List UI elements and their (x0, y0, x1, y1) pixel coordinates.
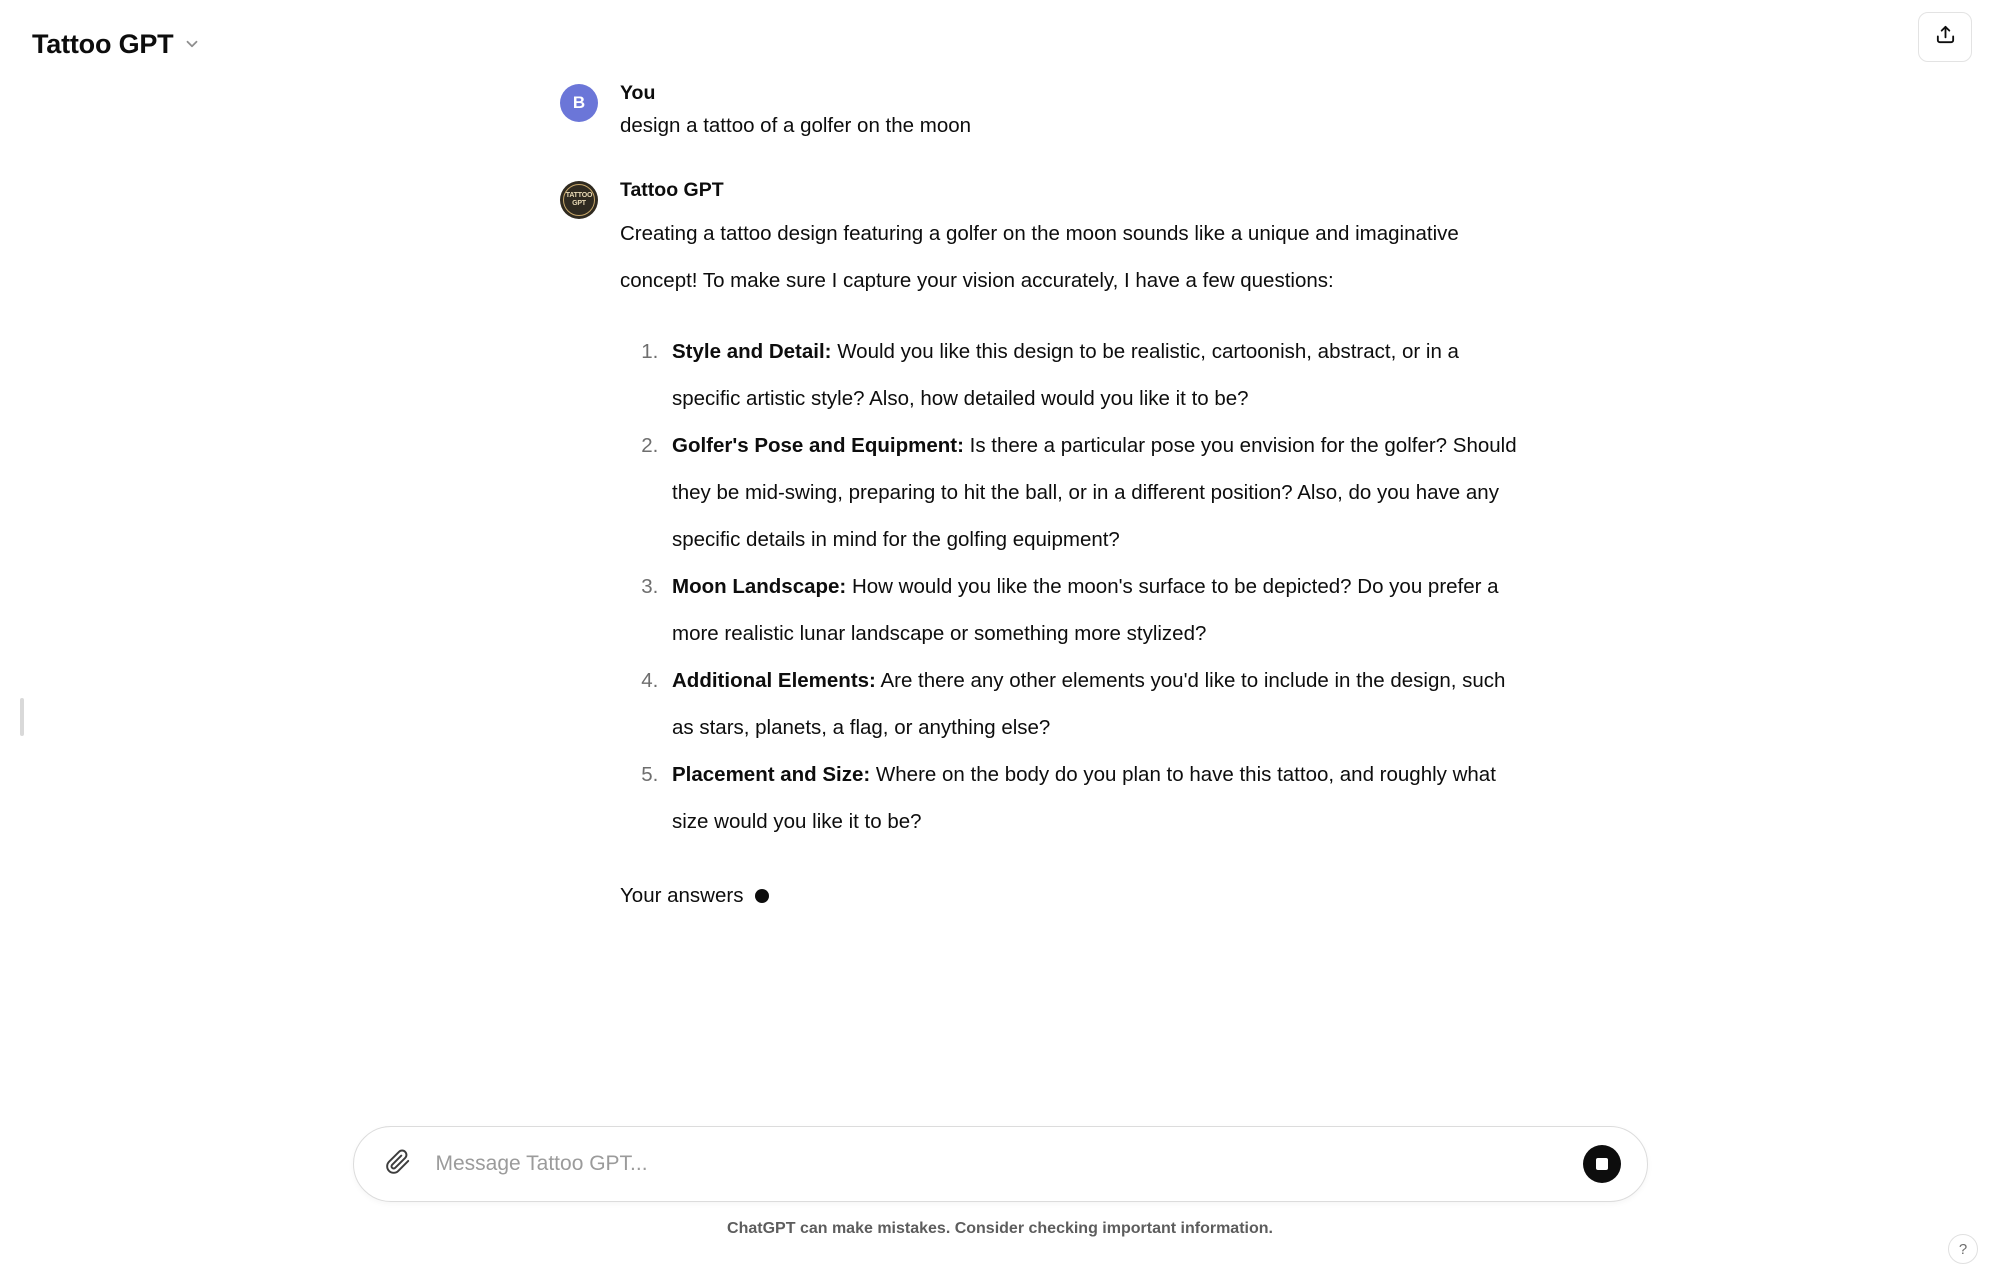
conversation-scroll-area[interactable] (0, 78, 2000, 1098)
question-label: Additional Elements: (672, 669, 876, 692)
avatar-initial: B (572, 93, 586, 112)
assistant-intro-text: Creating a tattoo design featuring a golfer on the moon sounds like a unique and imaginative concept! To make sure I capture your vision accurately, I have a few questions: (620, 222, 1459, 292)
question-label: Golfer's Pose and Equipment: (672, 434, 964, 457)
message-body (620, 175, 1530, 911)
question-text: How would you like the moon's surface to be depicted? Do you prefer a more realistic lunar landscape or something more stylized? (672, 575, 1499, 645)
disclaimer-text: ChatGPT can make mistakes. Consider checking important information. (727, 1220, 1273, 1237)
share-upload-icon (1934, 23, 1957, 51)
list-item (664, 328, 1530, 422)
top-bar (0, 0, 2000, 88)
closing-text: Your answers (620, 884, 744, 907)
avatar (560, 84, 598, 122)
question-text: Where on the body do you plan to have this tattoo, and roughly what size would you like it to be? (672, 763, 1496, 833)
message-user (560, 78, 1530, 139)
streaming-cursor-icon (755, 889, 769, 903)
question-list (620, 328, 1530, 845)
list-item (664, 657, 1530, 751)
help-button[interactable]: ? (1948, 1234, 1978, 1264)
share-button[interactable] (1918, 12, 1972, 62)
message-assistant (560, 175, 1530, 911)
question-label: Style and Detail: (672, 340, 832, 363)
composer-area (0, 1126, 2000, 1238)
message-body (620, 78, 1530, 139)
message-author: You (620, 82, 656, 104)
model-title-dropdown[interactable] (28, 23, 211, 66)
attach-file-button[interactable] (378, 1144, 418, 1184)
message-composer[interactable] (353, 1126, 1648, 1202)
page-title: Tattoo GPT (32, 28, 174, 59)
question-text: Are there any other elements you'd like to include in the design, such as stars, planets, a flag, or anything else? (672, 669, 1506, 739)
message-input[interactable] (418, 1152, 1583, 1176)
stop-generating-icon (1596, 1158, 1608, 1170)
question-label: Moon Landscape: (672, 575, 847, 598)
avatar-label: TATTOO GPT (565, 192, 593, 207)
message-author: Tattoo GPT (620, 179, 724, 201)
question-text: Is there a particular pose you envision for the golfer? Should they be mid-swing, preparing to hit the ball, or in a different position? Also, do you have any specific details in mind for the golfing equipment? (672, 434, 1517, 551)
avatar (560, 181, 598, 219)
list-item (664, 422, 1530, 563)
chevron-down-icon (183, 35, 201, 53)
question-label: Placement and Size: (672, 763, 871, 786)
scrollbar-thumb[interactable] (20, 698, 24, 736)
list-item (664, 563, 1530, 657)
list-item (664, 751, 1530, 845)
paperclip-icon (385, 1149, 411, 1180)
question-text: Would you like this design to be realistic, cartoonish, abstract, or in a specific artistic style? Also, how detailed would you like it to be? (672, 340, 1459, 410)
streaming-line (620, 881, 1530, 911)
stop-generating-button[interactable] (1583, 1145, 1621, 1183)
message-thread (470, 78, 1530, 911)
message-text: design a tattoo of a golfer on the moon (620, 114, 972, 137)
